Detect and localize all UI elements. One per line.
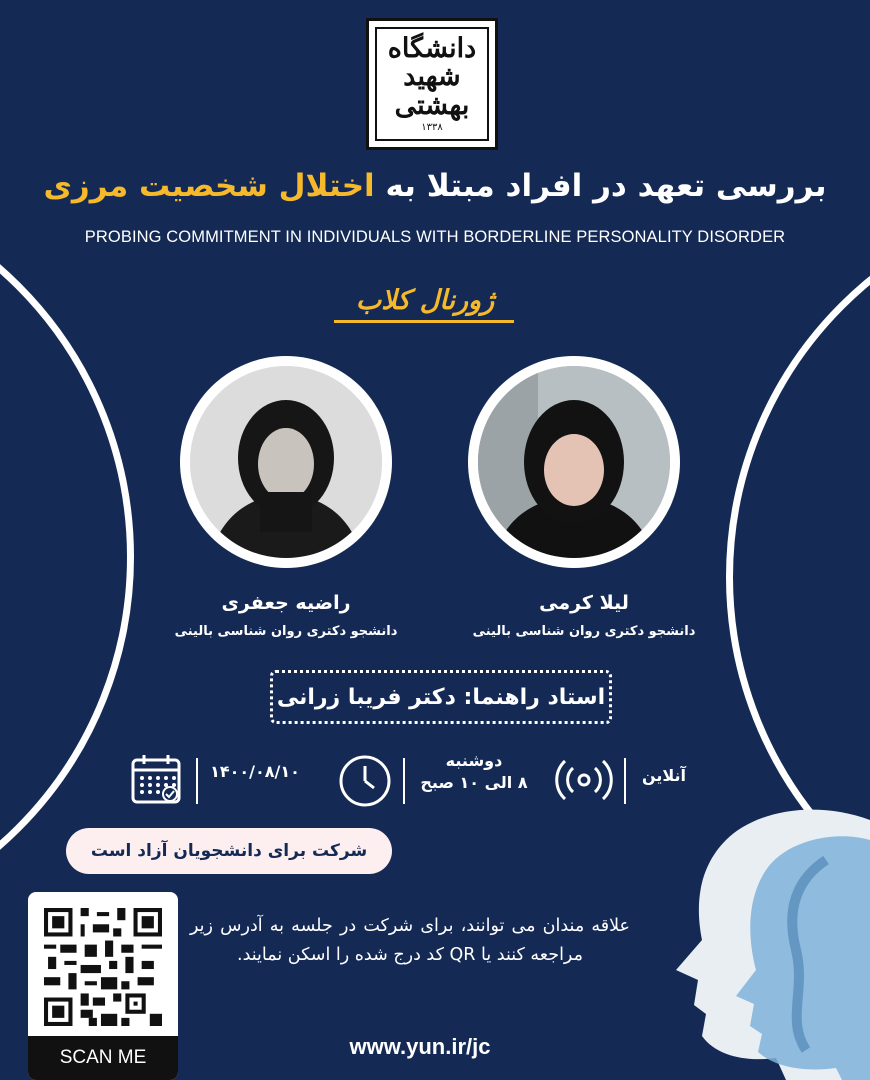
- info-separator-2: [403, 758, 405, 804]
- badge-underline: [334, 320, 514, 323]
- event-subtitle: PROBING COMMITMENT IN INDIVIDUALS WITH BORDERLINE PERSONALITY DISORDER: [84, 228, 786, 246]
- event-title: [0, 168, 870, 204]
- event-url[interactable]: www.yun.ir/jc: [349, 1034, 491, 1059]
- event-mode: آنلاین: [641, 766, 687, 785]
- scan-me-label: SCAN ME: [28, 1036, 178, 1080]
- speaker-name-1: راضیه جعفری: [221, 592, 351, 614]
- qr-code-icon: [44, 908, 162, 1026]
- title-highlight: اختلال شخصیت مرزی: [43, 168, 375, 204]
- speaker-photo-2: [468, 356, 680, 568]
- head-silhouette-art: [636, 800, 870, 1080]
- speaker-portrait-1: [190, 366, 382, 558]
- event-date: ۱۴۰۰/۰۸/۱۰: [210, 762, 300, 781]
- calendar-icon: [130, 752, 182, 806]
- logo-line-3: بهشتی: [394, 89, 470, 121]
- logo-year: ۱۳۳۸: [421, 122, 443, 134]
- qr-code-card[interactable]: [28, 892, 178, 1080]
- speaker-role-2: دانشجو دکتری روان شناسی بالینی: [472, 624, 696, 639]
- advisor-box: استاد راهنما: دکتر فریبا زرانی: [270, 670, 612, 724]
- free-entry-pill: شرکت برای دانشجویان آزاد است: [66, 828, 392, 874]
- logo-line-2: شهید: [403, 61, 461, 93]
- speaker-photo-1: [180, 356, 392, 568]
- event-day-time: [414, 750, 534, 793]
- logo-line-1: دانشگاه: [387, 32, 477, 64]
- speaker-portrait-2: [478, 366, 670, 558]
- broadcast-icon: [554, 758, 614, 802]
- journal-club-badge: ژورنال کلاب: [355, 285, 495, 316]
- speaker-role-1: دانشجو دکتری روان شناسی بالینی: [174, 624, 398, 639]
- title-main: بررسی تعهد در افراد مبتلا به: [374, 168, 827, 204]
- clock-icon: [338, 754, 392, 808]
- info-separator-3: [624, 758, 626, 804]
- event-day: دوشنبه: [445, 751, 503, 770]
- info-separator-1: [196, 758, 198, 804]
- university-logo: [366, 18, 498, 150]
- registration-description: علاقه مندان می توانند، برای شرکت در جلسه به آدرس زیر مراجعه کنند یا QR کد درج شده را اسکن نمایند.: [190, 916, 630, 965]
- speaker-name-2: لیلا کرمی: [539, 592, 629, 614]
- event-time: ۸ الی ۱۰ صبح: [420, 772, 528, 792]
